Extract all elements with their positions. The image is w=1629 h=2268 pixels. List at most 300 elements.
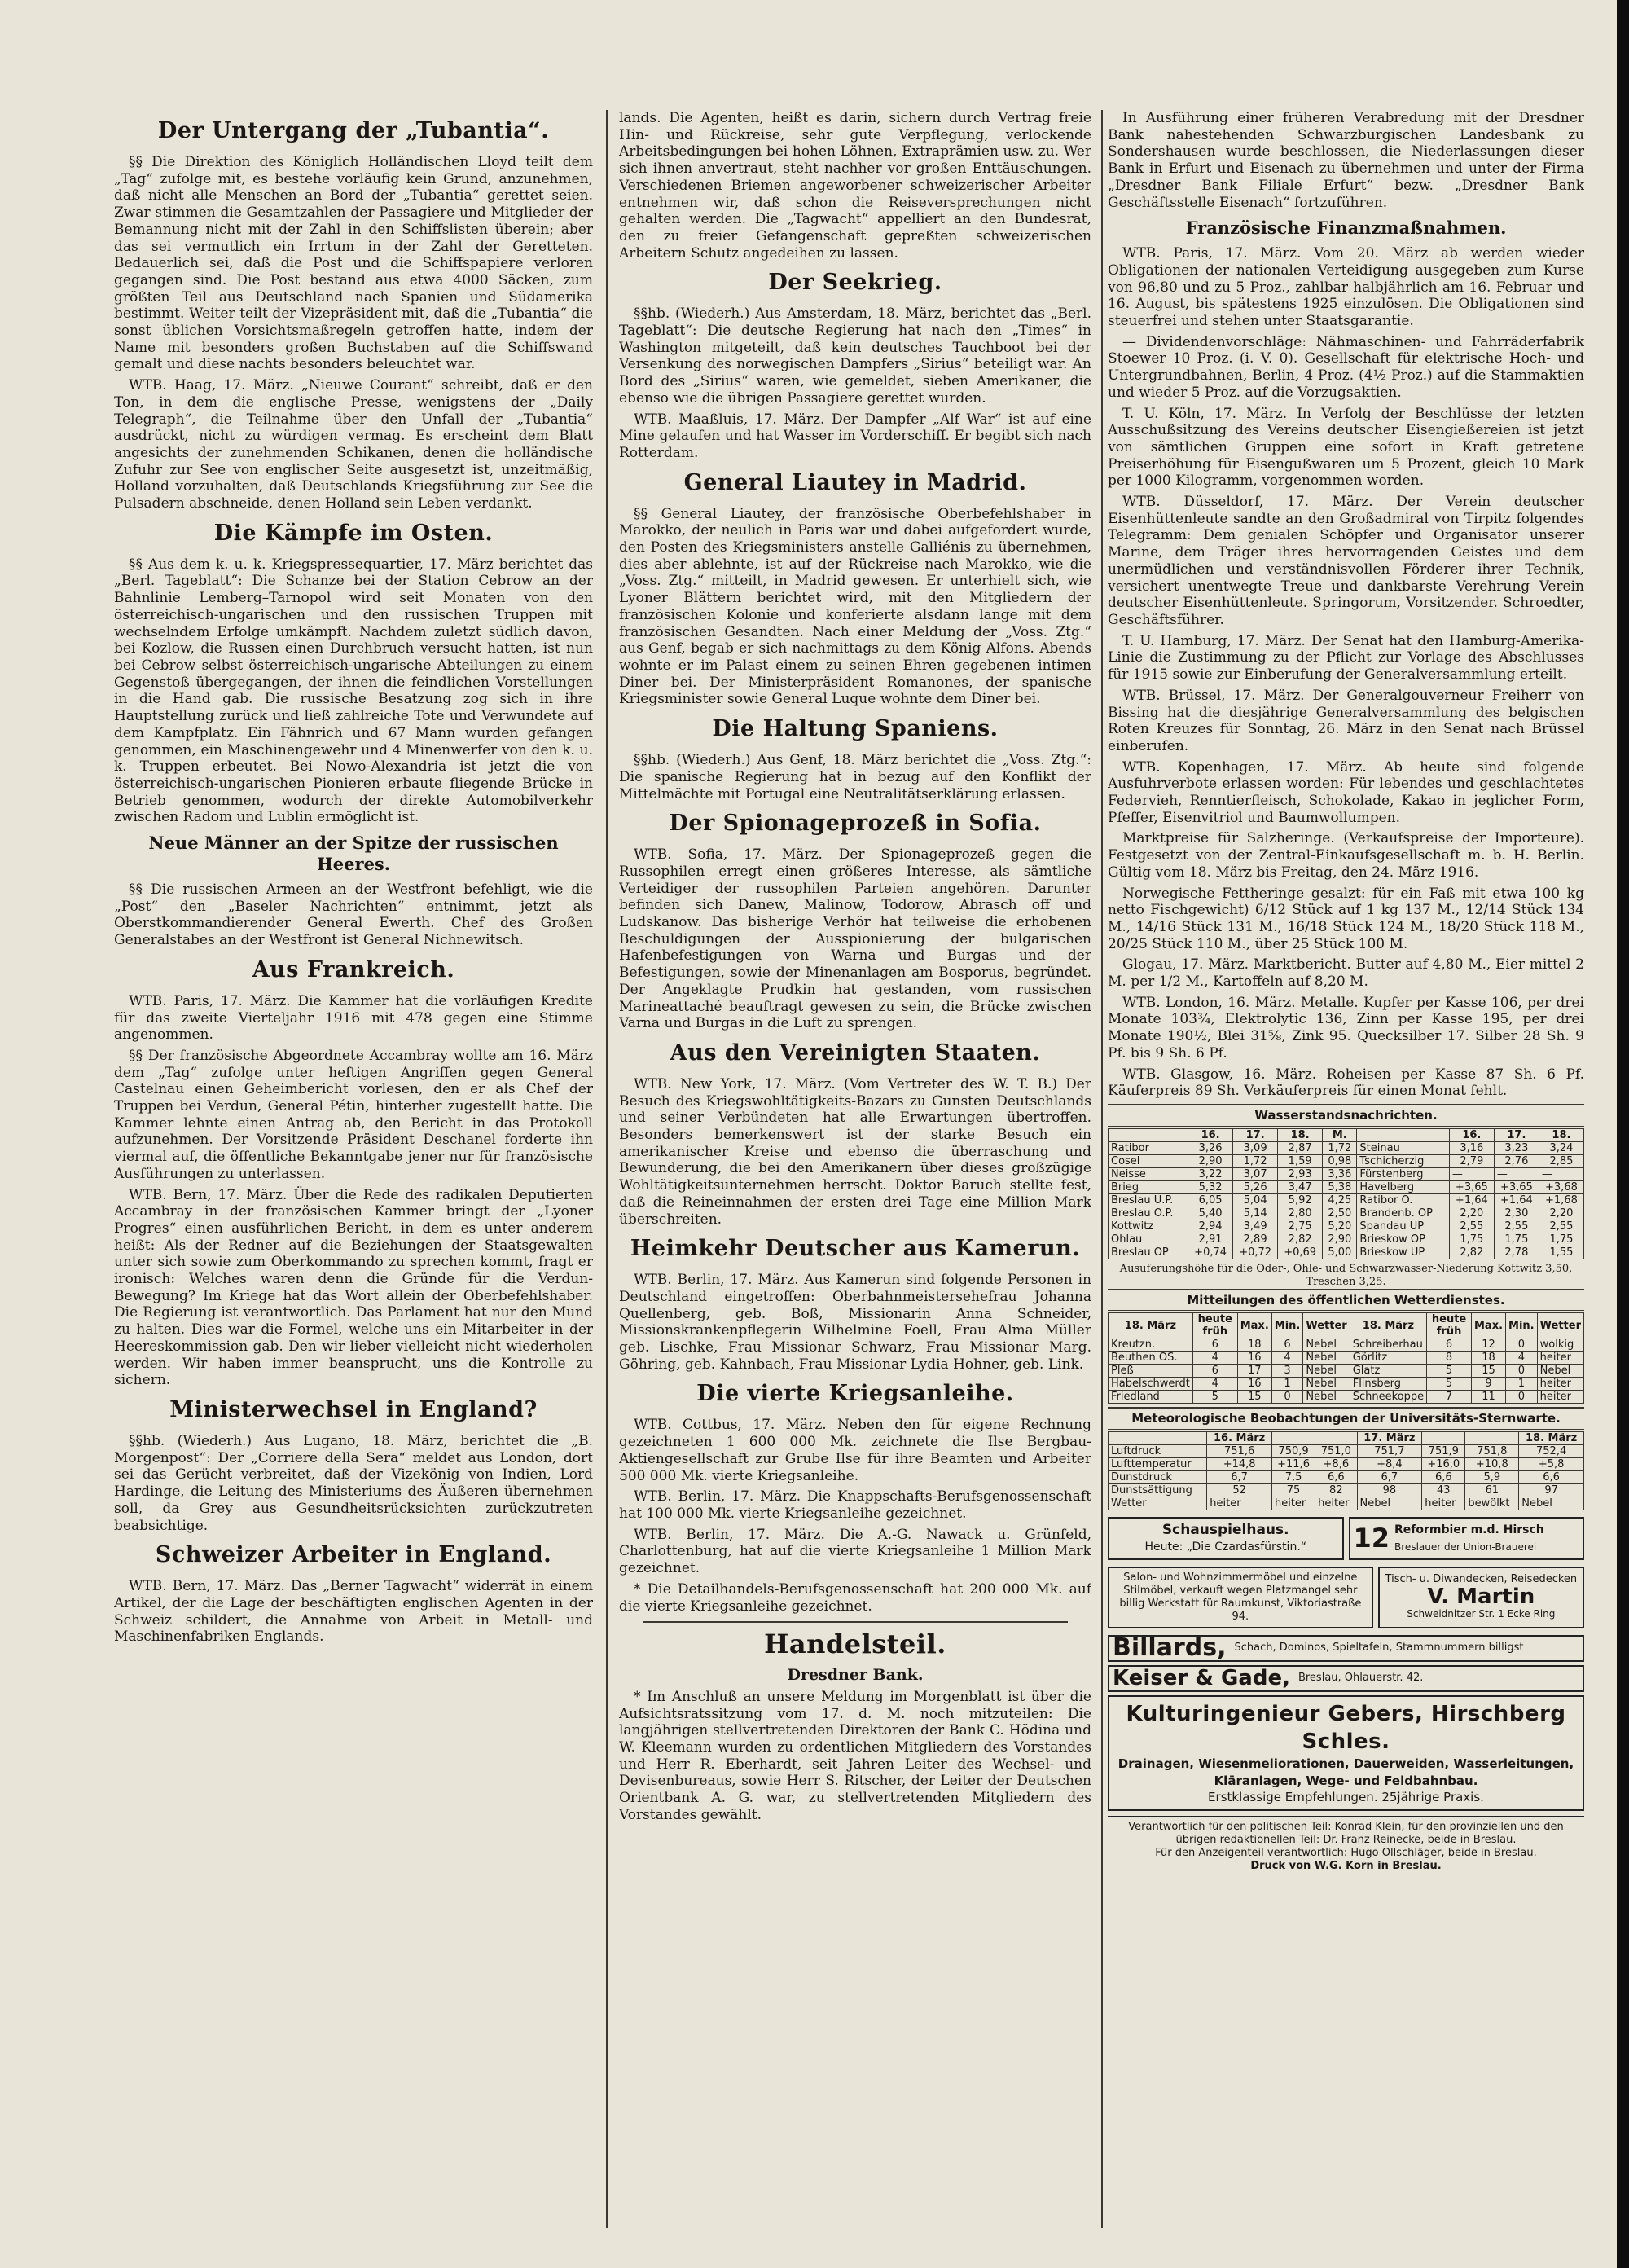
table-cell: Dunstsättigung <box>1109 1484 1207 1497</box>
table-cell: 2,80 <box>1278 1207 1323 1220</box>
table-cell: 2,87 <box>1278 1141 1323 1154</box>
table-cell: 6,6 <box>1315 1471 1357 1484</box>
section-title: Handelsteil. <box>764 1628 946 1660</box>
table-cell: +3,68 <box>1539 1180 1583 1193</box>
table-row <box>1109 1497 1584 1510</box>
article-paragraph: WTB. Paris, 17. März. Vom 20. März ab werden wieder Obligationen der nationalen Verteidigung ausgegeben zum Kurse von 96,80 und zu 5 Proz., zahlbar halbjährlich am 16. Februar und 16. August, bis spätestens 1925 einzulösen. Die Obligationen sind steuerfrei und stehen unter Staatsgarantie. <box>1108 245 1584 330</box>
article-paragraph: WTB. New York, 17. März. (Vom Vertreter des W. T. B.) Der Besuch des Kriegswohltätigkeits-Bazars zu Gunsten Deutschlands und seiner Verbündeten hat alle Erwartungen übertroffen. Besonders bemerkenswert ist der starke Besuch ein amerikanischer Kreise und ebenso die überraschung und Bewunderung, die bei den Amerikanern über dieses großzügige Wohltätigkeitsunternehmen herrscht. Doktor Baruch stellte fest, daß die Reineinnahmen der ersten drei Tage eine Million Mark überschreiten. <box>619 1075 1091 1228</box>
table-cell: Nebel <box>1303 1352 1350 1365</box>
table-cell: 1,59 <box>1278 1154 1323 1167</box>
table-cell: 5,32 <box>1188 1180 1233 1193</box>
table-row <box>1109 1180 1584 1193</box>
table-cell: Breslau U.P. <box>1109 1193 1188 1207</box>
table-cell: 2,20 <box>1539 1207 1583 1220</box>
column-3 <box>1108 110 1584 2220</box>
table-cell: 751,7 <box>1357 1445 1422 1458</box>
article-paragraph: Glogau, 17. März. Marktbericht. Butter auf 4,80 M., Eier mittel 2 M. per 1/2 M., Kartoffeln auf 8,20 M. <box>1108 956 1584 991</box>
article-paragraph: WTB. Brüssel, 17. März. Der Generalgouverneur Freiherr von Bissing hat die diesjährige Generalversammlung des belgischen Roten Kreuzes für Sonntag, 26. März in den Senat nach Brüssel einberufen. <box>1108 687 1584 754</box>
table-cell: 5,38 <box>1323 1180 1357 1193</box>
table-cell: — <box>1539 1167 1583 1180</box>
table-row <box>1109 1445 1584 1458</box>
article-paragraph: WTB. London, 16. März. Metalle. Kupfer per Kasse 106, per drei Monate 103¾, Elektrolytic 136, Zinn per Kasse 195, per drei Monate 190½, Blei 31⅝, Zink 95. Quecksilber 17. Silber 28 Sh. 9 Pf. bis 9 Sh. 6 Pf. <box>1108 994 1584 1061</box>
table-cell: 2,94 <box>1188 1220 1233 1233</box>
table-header: 18. März <box>1350 1313 1426 1338</box>
table-cell: heiter <box>1537 1391 1583 1404</box>
article-title: General Liautey in Madrid. <box>683 469 1027 495</box>
table-header: Max. <box>1471 1313 1505 1338</box>
table-cell: 3,49 <box>1233 1220 1278 1233</box>
table-cell: 1 <box>1506 1378 1538 1391</box>
table-cell: Nebel <box>1537 1365 1583 1378</box>
table-header: 17. März <box>1357 1432 1422 1445</box>
table-header: 17. <box>1233 1128 1278 1141</box>
article-paragraph: * Die Detailhandels-Berufsgenossenschaft hat 200 000 Mk. auf die vierte Kriegsanleihe gezeichnet. <box>619 1580 1091 1615</box>
table-cell: 3 <box>1271 1365 1303 1378</box>
table-header <box>1315 1432 1357 1445</box>
article-paragraph: §§ General Liautey, der französische Oberbefehlshaber in Marokko, der neulich in Paris war und dabei aufgefordert wurde, den Posten des Kriegsministers anstelle Galliénis zu übernehmen, dies aber ablehnte, ist auf der Rückreise nach Marokko, wie die „Voss. Ztg.“ mitteilt, in Madrid gewesen. Er unterhielt sich, wie Lyoner Blättern berichtet wird, mit den Mitgliedern der französischen Kolonie und konferierte alsdann lange mit dem französischen Gesandten. Nach einer Meldung der „Voss. Ztg.“ aus Genf, begab er sich nachmittags zu dem König Alfons. Abends wohnte er im Palast einem zu seinen Ehren gegebenen intimen Diner bei. Der Ministerpräsident Romanones, der spanische Kriegsminister sowie General Luque wohnte dem Diner bei. <box>619 505 1091 708</box>
table-cell: +0,72 <box>1233 1246 1278 1259</box>
article-paragraph: Marktpreise für Salzheringe. (Verkaufspreise der Importeure). Festgesetzt von der Zentral-Einkaufsgesellschaft m. b. H. Berlin. Gültig vom 18. März bis Freitag, den 24. März 1916. <box>1108 830 1584 881</box>
table-cell: +1,64 <box>1494 1193 1539 1207</box>
table-cell: Dunstdruck <box>1109 1471 1207 1484</box>
table-cell: 97 <box>1519 1484 1584 1497</box>
table-row <box>1109 1246 1584 1259</box>
keiser-ad <box>1108 1665 1584 1692</box>
table-cell: Kreutzn. <box>1109 1338 1193 1352</box>
table-cell: 2,55 <box>1494 1220 1539 1233</box>
article-title: Der Spionageprozeß in Sofia. <box>669 811 1042 837</box>
theater-line: Heute: „Die Czardasfürstin.“ <box>1144 1540 1307 1554</box>
table-cell: Nebel <box>1303 1338 1350 1352</box>
table-cell: — <box>1449 1167 1494 1180</box>
table-header: heute früh <box>1192 1313 1237 1338</box>
beer-title: Reformbier m.d. Hirsch <box>1394 1523 1544 1537</box>
table-cell: 6,6 <box>1422 1471 1465 1484</box>
scan-edge <box>1617 0 1629 2268</box>
table-row <box>1109 1352 1584 1365</box>
table-cell: Brieskow OP <box>1357 1233 1449 1246</box>
table-cell: 750,9 <box>1271 1445 1315 1458</box>
table-cell: 5,14 <box>1233 1207 1278 1220</box>
table-cell: 18 <box>1237 1338 1271 1352</box>
article-paragraph: WTB. Bern, 17. März. Das „Berner Tagwacht“ widerrät in einem Artikel, der die Lage der beschäftigten englischen Agenten in der Schweiz schildert, die Annahme von Arbeit in Metall- und Maschinenfabriken Englands. <box>114 1578 593 1646</box>
table-cell: +8,4 <box>1357 1458 1422 1471</box>
table-header <box>1109 1128 1188 1141</box>
table-cell: 0 <box>1271 1391 1303 1404</box>
table-cell: 751,8 <box>1465 1445 1519 1458</box>
table-cell: +0,74 <box>1188 1246 1233 1259</box>
furniture-ad: Salon- und Wohnzimmermöbel und einzelne Stilmöbel, verkauft wegen Platzmangel sehr billig Werkstatt für Raumkunst, Viktoriastraße 94. <box>1108 1567 1373 1628</box>
article-paragraph: WTB. Kopenhagen, 17. März. Ab heute sind folgende Ausfuhrverbote erlassen worden: Für lebendes und geschlachtetes Federvieh, Renntierfleisch, Schokolade, Kakao in jeglicher Form, Pfeffer, Eisenvitriol und Baumwollumpen. <box>1108 758 1584 826</box>
imprint <box>1108 1816 1584 1873</box>
table-cell: 2,90 <box>1188 1154 1233 1167</box>
article-title: Ministerwechsel in England? <box>169 1397 538 1422</box>
table-cell: 15 <box>1237 1391 1271 1404</box>
table-cell: 2,79 <box>1449 1154 1494 1167</box>
table-cell: 12 <box>1471 1338 1505 1352</box>
table-cell: Brieg <box>1109 1180 1188 1193</box>
article-title: Die Haltung Spaniens. <box>712 716 999 742</box>
table-header: Min. <box>1271 1313 1303 1338</box>
table-row <box>1109 1154 1584 1167</box>
article-paragraph: WTB. Bern, 17. März. Über die Rede des radikalen Deputierten Accambray in der französischen Kammer bringt der „Lyoner Progres“ einen ausführlichen Bericht, in dem es unter anderem heißt: Als der Redner auf die Beziehungen der Staatsgewalten unter sich sowie zum Oberkommando zu sprechen kommt, fragt er ironisch: Welches waren denn die Gründe für die Verdun-Bewegung? Im Kriege hat das Wort allein der Oberbefehlshaber. Die Regierung ist verantwortlich. Das Parlament hat nur den Mund zu halten. Dies war die Formel, welche uns ein Mitarbeiter in der Heereskommission gab. Den wir lieber vielleicht nicht wiederholen werden. Wir haben immer beansprucht, uns die Kontrolle zu sichern. <box>114 1186 593 1389</box>
article-paragraph: lands. Die Agenten, heißt es darin, sichern durch Vertrag freie Hin- und Rückreise, sehr gute Verpflegung, verlockende Arbeitsbedingungen bei hohen Löhnen, Extraprämien usw. zu. Wer sich ihnen anvertraut, steht nachher vor großen Enttäuschungen. Verschiedenen Briemen angeworbener schweizerischer Arbeiter entnehmen wir, daß schon die Reiseversprechungen nicht gehalten werden. Die „Tagwacht“ appelliert an den Bundesrat, den zu freier Gefangenschaft gepreßten schweizerischen Arbeitern Schutz angedeihen zu lassen. <box>619 110 1091 262</box>
table-cell: 5,9 <box>1465 1471 1519 1484</box>
kultur-ad <box>1108 1695 1584 1811</box>
table-header: 18. März <box>1109 1313 1193 1338</box>
table-cell: Schneekoppe <box>1350 1391 1426 1404</box>
table-cell: Wetter <box>1109 1497 1207 1510</box>
table-cell: 2,78 <box>1494 1246 1539 1259</box>
table-cell: Brandenb. OP <box>1357 1207 1449 1220</box>
article-paragraph: WTB. Haag, 17. März. „Nieuwe Courant“ schreibt, daß er den Ton, in dem die englische Presse, wenigstens der „Daily Telegraph“, die Teilnahme über den Unfall der „Tubantia“ ausdrückt, nicht zu würdigen vermag. Es erscheint dem Blatt angesichts der zunehmenden Schikanen, denen die holländische Zufuhr zur See von englischer Seite ausgesetzt ist, unzeitmäßig, Holland vorzuhalten, daß Deutschlands Kriegsführung zur See die Pulsadern abschneide, denen Holland sein Leben verdankt. <box>114 377 593 512</box>
imprint-line: Für den Anzeigenteil verantwortlich: Hugo Ollschläger, beide in Breslau. <box>1155 1847 1537 1859</box>
table-cell: 2,90 <box>1323 1233 1357 1246</box>
table-cell: Ratibor O. <box>1357 1193 1449 1207</box>
kultur-sub: Drainagen, Wiesenmeliorationen, Dauerweiden, Wasserleitungen, Kläranlagen, Wege- und Feldbahnbau. <box>1117 1756 1574 1788</box>
article-title: Die vierte Kriegsanleihe. <box>696 1381 1014 1407</box>
water-levels-table <box>1108 1128 1584 1259</box>
article-title: Heimkehr Deutscher aus Kamerun. <box>630 1236 1081 1262</box>
article-paragraph: WTB. Berlin, 17. März. Aus Kamerun sind folgende Personen in Deutschland eingetroffen: Oberbahnmeistersehefrau Johanna Quellenberg, geb. Boß, Missionarin Anna Schneider, Missionskrankenpflegerin Wilhelmine Foell, Frau Alma Müller geb. Lischke, Frau Missionar Schwarz, Frau Missionar Marg. Göhring, geb. Kahnbach, Frau Missionar Lydia Hohner, geb. Link. <box>619 1272 1091 1373</box>
water-levels-caption: Ausuferungshöhe für die Oder-, Ohle- und Schwarzwasser-Niederung Kottwitz 3,50, Treschen 3,25. <box>1119 1262 1573 1288</box>
table-cell: 2,82 <box>1449 1246 1494 1259</box>
table-cell: 7 <box>1427 1391 1472 1404</box>
table-header: M. <box>1323 1128 1357 1141</box>
column-2 <box>619 110 1091 2220</box>
table-cell: 1,55 <box>1539 1246 1583 1259</box>
table-cell: — <box>1494 1167 1539 1180</box>
martin-name: V. Martin <box>1427 1585 1535 1610</box>
article-paragraph: §§ Die Direktion des Königlich Holländischen Lloyd teilt dem „Tag“ zufolge mit, es bestehe vorläufig kein Grund, anzunehmen, daß nicht alle Menschen an Bord der „Tubantia“ gerettet seien. Zwar stimmen die Gesamtzahlen der Passagiere und Mitglieder der Bemannung nicht mit der Zahl in den Schiffslisten überein; aber das sei vermutlich ein Irrtum in der Zahl der Geretteten. Bedauerlich sei, daß die Post und die Schiffspapiere verloren gegangen sind. Die Post bestand aus etwa 4000 Säcken, zum größten Teil aus Deutschland nach Spanien und Südamerika bestimmt. Weiter teilt der Vizepräsident mit, daß die „Tubantia“ die sonst üblichen Vorsichtsmaßregeln getroffen hatte, indem der Name mit besonders großen Buchstaben auf die Schiffswand gemalt und diese nachts besonders beleuchtet war. <box>114 154 593 373</box>
table-row <box>1109 1484 1584 1497</box>
table-cell: Nebel <box>1303 1365 1350 1378</box>
table-cell: 9 <box>1471 1378 1505 1391</box>
table-cell: 3,16 <box>1449 1141 1494 1154</box>
table-cell: bewölkt <box>1465 1497 1519 1510</box>
table-cell: Kottwitz <box>1109 1220 1188 1233</box>
table-cell: Spandau UP <box>1357 1220 1449 1233</box>
table-cell: 4 <box>1192 1378 1237 1391</box>
table-cell: heiter <box>1271 1497 1315 1510</box>
beer-number: 12 <box>1353 1523 1390 1554</box>
table-cell: Nebel <box>1303 1378 1350 1391</box>
table-row <box>1109 1193 1584 1207</box>
table-cell: 2,75 <box>1278 1220 1323 1233</box>
table-header: 16. <box>1188 1128 1233 1141</box>
imprint-line: Verantwortlich für den politischen Teil: Konrad Klein, für den provinziellen und den übrigen redaktionellen Teil: Dr. Franz Reinecke, beide in Breslau. <box>1128 1821 1564 1846</box>
theater-title: Schauspielhaus. <box>1161 1522 1289 1539</box>
table-cell: 82 <box>1315 1484 1357 1497</box>
table-cell: Havelberg <box>1357 1180 1449 1193</box>
table-cell: wolkig <box>1537 1338 1583 1352</box>
table-cell: 0,98 <box>1323 1154 1357 1167</box>
table-cell: 4 <box>1192 1352 1237 1365</box>
table-cell: Nebel <box>1303 1391 1350 1404</box>
table-cell: 0 <box>1506 1391 1538 1404</box>
table-cell: +3,65 <box>1494 1180 1539 1193</box>
table-cell: 4,25 <box>1323 1193 1357 1207</box>
table-cell: 15 <box>1471 1365 1505 1378</box>
table-cell: 3,26 <box>1188 1141 1233 1154</box>
table-cell: 3,22 <box>1188 1167 1233 1180</box>
table-cell: Nebel <box>1357 1497 1422 1510</box>
table-cell: +5,8 <box>1519 1458 1584 1471</box>
table-header: Wetter <box>1303 1313 1350 1338</box>
table-cell: 11 <box>1471 1391 1505 1404</box>
table-row <box>1109 1471 1584 1484</box>
table-cell: 2,76 <box>1494 1154 1539 1167</box>
article-title: Aus den Vereinigten Staaten. <box>670 1040 1041 1066</box>
table-row <box>1109 1141 1584 1154</box>
column-rule <box>1101 110 1103 2228</box>
table-header: Max. <box>1237 1313 1271 1338</box>
table-cell: 6 <box>1427 1338 1472 1352</box>
martin-covers: Tisch- u. Diwandecken, Reisedecken <box>1385 1573 1578 1586</box>
table-cell: +10,8 <box>1465 1458 1519 1471</box>
table-cell: 751,6 <box>1207 1445 1272 1458</box>
article-paragraph: WTB. Cottbus, 17. März. Neben den für eigene Rechnung gezeichneten 1 600 000 Mk. zeichnete die Ilse Bergbau-Aktiengesellschaft zur Grube Ilse für ihre Beamten und Arbeiter 500 000 Mk. vierte Kriegsanleihe. <box>619 1417 1091 1484</box>
article-title: Der Seekrieg. <box>768 270 942 296</box>
table-cell: 5,00 <box>1323 1246 1357 1259</box>
table-header <box>1465 1432 1519 1445</box>
table-cell: 6,7 <box>1357 1471 1422 1484</box>
billards-ad <box>1108 1635 1584 1662</box>
article-paragraph: WTB. Maaßluis, 17. März. Der Dampfer „Alf War“ ist auf eine Mine gelaufen und hat Wasser im Vorderschiff. Er begibt sich nach Rotterdam. <box>619 411 1091 461</box>
table-cell: 43 <box>1422 1484 1465 1497</box>
table-cell: 18 <box>1471 1352 1505 1365</box>
table-cell: heiter <box>1537 1378 1583 1391</box>
article-paragraph: §§hb. (Wiederh.) Aus Lugano, 18. März, berichtet die „B. Morgenpost“: Der „Corriere della Sera“ meldet aus London, dort sei das Gerücht verbreitet, daß der Vizekönig von Indien, Lord Hardinge, die Leitung des Ministeriums des Äußeren übernehmen soll, da Grey aus Gesundheitsrücksichten zurückzutreten beabsichtige. <box>114 1433 593 1534</box>
column-1 <box>114 110 593 2220</box>
table-cell: Pleß <box>1109 1365 1193 1378</box>
table-cell: 0 <box>1506 1365 1538 1378</box>
article-title: Französische Finanzmaßnahmen. <box>1185 218 1507 239</box>
table-cell: Flinsberg <box>1350 1378 1426 1391</box>
table-cell: 2,55 <box>1539 1220 1583 1233</box>
table-cell: 1 <box>1271 1378 1303 1391</box>
table-cell: Beuthen OS. <box>1109 1352 1193 1365</box>
table-cell: 1,72 <box>1323 1141 1357 1154</box>
table-cell: 1,75 <box>1449 1233 1494 1246</box>
table-cell: 6 <box>1192 1365 1237 1378</box>
table-cell: 5 <box>1192 1391 1237 1404</box>
article-title: Schweizer Arbeiter in England. <box>155 1542 552 1568</box>
table-cell: 3,23 <box>1494 1141 1539 1154</box>
table-cell: 6 <box>1271 1338 1303 1352</box>
table-cell: 3,09 <box>1233 1141 1278 1154</box>
table-cell: 3,07 <box>1233 1167 1278 1180</box>
table-cell: Görlitz <box>1350 1352 1426 1365</box>
article-paragraph: — Dividendenvorschläge: Nähmaschinen- und Fahrräderfabrik Stoewer 10 Proz. (i. V. 0). Gesellschaft für elektrische Hoch- und Untergrundbahnen, Berlin, 4 Proz. (4½ Proz.) auf die Stammaktien und wieder 5 Proz. auf die Vorzugsaktien. <box>1108 333 1584 401</box>
article-paragraph: * Im Anschluß an unsere Meldung im Morgenblatt ist über die Aufsichtsratssitzung vom 17. d. M. noch mitzuteilen: Die langjährigen stellvertretenden Direktoren der Bank C. Hödina und W. Kleemann wurden zu ordentlichen Mitgliedern des Vorstandes und Herr R. Eberhardt, seit Jahren Leiter des Wechsel- und Devisenbureaus, sowie Herr S. Ritscher, der Leiter der Deutschen Orientbank A. G. war, zu stellvertretenden Mitgliedern des Vorstandes gewählt. <box>619 1688 1091 1823</box>
table-cell: 3,47 <box>1278 1180 1323 1193</box>
table-row <box>1109 1207 1584 1220</box>
table-cell: 751,9 <box>1422 1445 1465 1458</box>
table-header <box>1109 1432 1207 1445</box>
table-row <box>1109 1167 1584 1180</box>
table-cell: 3,24 <box>1539 1141 1583 1154</box>
table-cell: 2,93 <box>1278 1167 1323 1180</box>
table-row <box>1109 1233 1584 1246</box>
table-cell: 17 <box>1237 1365 1271 1378</box>
table-cell: 752,4 <box>1519 1445 1584 1458</box>
table-header <box>1271 1432 1315 1445</box>
table-header: 17. <box>1494 1128 1539 1141</box>
table-cell: Brieskow UP <box>1357 1246 1449 1259</box>
table-cell: 8 <box>1427 1352 1472 1365</box>
weather-title: Mitteilungen des öffentlichen Wetterdienstes. <box>1108 1289 1584 1312</box>
article-title: Die Kämpfe im Osten. <box>213 520 494 546</box>
column-rule <box>606 110 608 2228</box>
table-cell: 6,7 <box>1207 1471 1272 1484</box>
table-row <box>1109 1220 1584 1233</box>
theater-ad <box>1108 1517 1344 1560</box>
table-cell: Breslau O.P. <box>1109 1207 1188 1220</box>
article-paragraph: §§ Die russischen Armeen an der Westfront befehligt, wie die „Post“ den „Baseler Nachrichten“ entnimmt, jetzt als Oberstkommandierender General Ewerth. Chef des Großen Generalstabes an der Westfront ist General Nichnewitsch. <box>114 881 593 949</box>
table-cell: 2,91 <box>1188 1233 1233 1246</box>
table-cell: 2,30 <box>1494 1207 1539 1220</box>
table-cell: +3,65 <box>1449 1180 1494 1193</box>
table-cell: +1,64 <box>1449 1193 1494 1207</box>
article-paragraph: WTB. Berlin, 17. März. Die A.-G. Nawack u. Grünfeld, Charlottenburg, hat auf die vierte Kriegsanleihe 1 Million Mark gezeichnet. <box>619 1526 1091 1577</box>
table-cell: 1,75 <box>1494 1233 1539 1246</box>
martin-ad <box>1378 1567 1584 1628</box>
table-cell: 5,20 <box>1323 1220 1357 1233</box>
table-header: 16. <box>1449 1128 1494 1141</box>
table-cell: 5,26 <box>1233 1180 1278 1193</box>
table-header: 18. <box>1278 1128 1323 1141</box>
table-header <box>1357 1128 1449 1141</box>
observatory-table <box>1108 1431 1584 1510</box>
divider <box>643 1621 1068 1623</box>
table-header <box>1422 1432 1465 1445</box>
table-cell: 0 <box>1506 1338 1538 1352</box>
table-cell: Breslau OP <box>1109 1246 1188 1259</box>
article-paragraph: Norwegische Fettheringe gesalzt: für ein Faß mit etwa 100 kg netto Fischgewicht) 6/12 Stück auf 1 kg 137 M., 12/14 Stück 134 M., 14/16 Stück 131 M., 16/18 Stück 124 M., 18/20 Stück 118 M., 20/25 Stück 110 M., über 25 Stück 100 M. <box>1108 885 1584 952</box>
table-cell: 751,0 <box>1315 1445 1357 1458</box>
table-cell: 98 <box>1357 1484 1422 1497</box>
table-cell: +11,6 <box>1271 1458 1315 1471</box>
table-cell: +8,6 <box>1315 1458 1357 1471</box>
billards-sub: Schach, Dominos, Spieltafeln, Stammnummern billigst <box>1234 1642 1524 1655</box>
table-cell: Luftdruck <box>1109 1445 1207 1458</box>
table-cell: 6,6 <box>1519 1471 1584 1484</box>
table-cell: 7,5 <box>1271 1471 1315 1484</box>
table-cell: 2,50 <box>1323 1207 1357 1220</box>
article-title: Aus Frankreich. <box>252 956 455 982</box>
table-header: 18. <box>1539 1128 1583 1141</box>
table-row <box>1109 1378 1584 1391</box>
table-cell: 61 <box>1465 1484 1519 1497</box>
keiser-title: Keiser & Gade, <box>1113 1666 1290 1691</box>
kultur-title: Kulturingenieur Gebers, Hirschberg Schles. <box>1126 1701 1566 1754</box>
article-paragraph: WTB. Glasgow, 16. März. Roheisen per Kasse 87 Sh. 6 Pf. Käuferpreis 89 Sh. Verkäuferpreis für einen Monat fehlt. <box>1108 1066 1584 1100</box>
table-cell: Habelschwerdt <box>1109 1378 1193 1391</box>
article-paragraph: §§hb. (Wiederh.) Aus Genf, 18. März berichtet die „Voss. Ztg.“: Die spanische Regierung hat in bezug auf den Konflikt der Mittelmächte mit Portugal eine Neutralitätserklärung erlassen. <box>619 752 1091 802</box>
table-row <box>1109 1338 1584 1352</box>
table-header: heute früh <box>1427 1313 1472 1338</box>
billards-title: Billards, <box>1113 1633 1227 1663</box>
table-cell: 1,75 <box>1539 1233 1583 1246</box>
table-cell: +0,69 <box>1278 1246 1323 1259</box>
table-cell: Nebel <box>1519 1497 1584 1510</box>
article-paragraph: §§ Der französische Abgeordnete Accambray wollte am 16. März dem „Tag“ zufolge unter heftigen Angriffen gegen General Castelnau einen Geheimbericht vorlesen, den er als Chef der Truppen bei Verdun, General Pétin, hinterher zugestellt hatte. Die Kammer lehnte einen Antrag ab, den Bericht in das Protokoll aufzunehmen. Der Vorsitzende Präsident Deschanel forderte ihn viermal auf, die öffentliche Bekanntgabe jener nur für französische Ausführungen zu unterlassen. <box>114 1047 593 1182</box>
table-cell: 2,89 <box>1233 1233 1278 1246</box>
table-cell: Fürstenberg <box>1357 1167 1449 1180</box>
table-cell: 6 <box>1192 1338 1237 1352</box>
table-cell: 6,05 <box>1188 1193 1233 1207</box>
martin-address: Schweidnitzer Str. 1 Ecke Ring <box>1407 1607 1556 1620</box>
table-cell: 1,72 <box>1233 1154 1278 1167</box>
table-cell: 4 <box>1506 1352 1538 1365</box>
table-cell: 5,92 <box>1278 1193 1323 1207</box>
table-cell: 5 <box>1427 1365 1472 1378</box>
table-cell: Cosel <box>1109 1154 1188 1167</box>
imprint-line: Druck von W.G. Korn in Breslau. <box>1250 1860 1442 1872</box>
table-cell: +16,0 <box>1422 1458 1465 1471</box>
observatory-title: Meteorologische Beobachtungen der Universitäts-Sternwarte. <box>1108 1407 1584 1430</box>
table-cell: 5 <box>1427 1378 1472 1391</box>
table-cell: +1,68 <box>1539 1193 1583 1207</box>
table-header: 18. März <box>1519 1432 1584 1445</box>
table-cell: Ohlau <box>1109 1233 1188 1246</box>
table-cell: heiter <box>1422 1497 1465 1510</box>
table-cell: 5,40 <box>1188 1207 1233 1220</box>
table-cell: 2,85 <box>1539 1154 1583 1167</box>
table-cell: 16 <box>1237 1352 1271 1365</box>
table-cell: Friedland <box>1109 1391 1193 1404</box>
table-cell: 16 <box>1237 1378 1271 1391</box>
table-cell: Schreiberhau <box>1350 1338 1426 1352</box>
table-cell: 4 <box>1271 1352 1303 1365</box>
article-title: Der Untergang der „Tubantia“. <box>157 118 550 143</box>
table-header: Min. <box>1506 1313 1538 1338</box>
table-header: 16. März <box>1207 1432 1272 1445</box>
table-cell: Ratibor <box>1109 1141 1188 1154</box>
article-title: Neue Männer an der Spitze der russischen Heeres. <box>148 833 559 875</box>
article-paragraph: WTB. Sofia, 17. März. Der Spionageprozeß gegen die Russophilen erregt einen größeres Interesse, als sämtliche Verteidiger der russophilen Parteien angehören. Darunter befinden sich Danew, Malinow, Todorow, Abrasch off und Ludskanow. Das bisherige Verhör hat teilweise die erhobenen Beschuldigungen der Ausspionierung der bulgarischen Hafenbefestigungen von Warna und Burgas und der Befestigungen, sowie der Minenanlagen am Bosporus, begründet. Der Angeklagte Prudkin hat gestanden, vom russischen Marineattaché beauftragt gewesen zu sein, die Brücke zwischen Varna und Burgas in die Luft zu sprengen. <box>619 846 1091 1032</box>
table-cell: 52 <box>1207 1484 1272 1497</box>
table-cell: 2,82 <box>1278 1233 1323 1246</box>
table-row <box>1109 1458 1584 1471</box>
table-cell: Tschicherzig <box>1357 1154 1449 1167</box>
kultur-ref: Erstklassige Empfehlungen. 25jährige Praxis. <box>1208 1790 1484 1805</box>
table-cell: 2,55 <box>1449 1220 1494 1233</box>
table-cell: heiter <box>1207 1497 1272 1510</box>
table-cell: 3,36 <box>1323 1167 1357 1180</box>
beer-sub: Breslauer der Union-Brauerei <box>1394 1541 1537 1553</box>
table-cell: 5,04 <box>1233 1193 1278 1207</box>
article-paragraph: T. U. Köln, 17. März. In Verfolg der Beschlüsse der letzten Ausschußsitzung des Vereins deutscher Eisengießereien ist jetzt von sämtlichen Gruppen eine sofort in Kraft getretene Preiserhöhung für Eisengußwaren um 5 Prozent, gleich 10 Mark per 1000 Kilogramm, vorgenommen worden. <box>1108 405 1584 490</box>
water-levels-title: Wasserstandsnachrichten. <box>1108 1104 1584 1127</box>
article-paragraph: WTB. Paris, 17. März. Die Kammer hat die vorläufigen Kredite für das zweite Vierteljahr 1916 mit 478 gegen eine Stimme angenommen. <box>114 992 593 1044</box>
table-cell: Lufttemperatur <box>1109 1458 1207 1471</box>
article-paragraph: WTB. Berlin, 17. März. Die Knappschafts-Berufsgenossenschaft hat 100 000 Mk. vierte Kriegsanleihe gezeichnet. <box>619 1488 1091 1522</box>
article-paragraph: §§ Aus dem k. u. k. Kriegspressequartier, 17. März berichtet das „Berl. Tageblatt“: Die Schanze bei der Station Cebrow an der Bahnlinie Lemberg–Tarnopol wird seit Monaten von den österreichisch-ungarischen und den russischen Truppen mit wechselndem Erfolge umkämpft. Nachdem zuletzt südlich davon, bei Kozlow, die Russen einen Durchbruch versucht hatten, ist nun bei Cebrow selbst österreichisch-ungarische Abteilungen zu einem Gegenstoß übergegangen, der ihnen die feindlichen Vorstellungen in die Hand gab. Die russische Besatzung zog sich in ihre Hauptstellung zurück und ließ zahlreiche Tote und Verwundete auf dem Kampfplatz. Ein Fähnrich und 67 Mann wurden gefangen genommen, ein Maschinengewehr und 4 Minenwerfer von den k. u. k. Truppen erbeutet. Bei Nowo-Alexandria ist jetzt die von österreichisch-ungarischen Pionieren erbaute fliegende Brücke in Betrieb genommen, wodurch der direkte Automobilverkehr zwischen Radom und Lublin ermöglicht ist. <box>114 556 593 826</box>
article-paragraph: WTB. Düsseldorf, 17. März. Der Verein deutscher Eisenhüttenleute sandte an den Großadmiral von Tirpitz folgendes Telegramm: Dem genialen Schöpfer und Organisator unserer Marine, dem Träger ihres hervorragenden Geistes und dem unermüdlichen und verständnisvollen Förderer ihrer Technik, versichert unentwegte Treue und dankbarste Verehrung Verein deutscher Eisenhüttenleute. Springorum, Vorsitzender. Schroedter, Geschäftsführer. <box>1108 494 1584 628</box>
table-header: Wetter <box>1537 1313 1583 1338</box>
table-cell: heiter <box>1315 1497 1357 1510</box>
keiser-address: Breslau, Ohlauerstr. 42. <box>1297 1672 1424 1685</box>
article-paragraph: §§hb. (Wiederh.) Aus Amsterdam, 18. März, berichtet das „Berl. Tageblatt“: Die deutsche Regierung hat nach den „Times“ in Washington mitgeteilt, daß kein deutsches Tauchboot bei der Versenkung des norwegischen Dampfers „Sirius“ beteiligt war. An Bord des „Sirius“ waren, wie gemeldet, sieben Amerikaner, die ebenso wie die übrigen Passagiere gerettet wurden. <box>619 305 1091 407</box>
table-cell: Steinau <box>1357 1141 1449 1154</box>
table-cell: heiter <box>1537 1352 1583 1365</box>
section-subtitle: Dresdner Bank. <box>787 1666 924 1685</box>
beer-ad <box>1349 1517 1585 1560</box>
table-cell: +14,8 <box>1207 1458 1272 1471</box>
table-cell: Neisse <box>1109 1167 1188 1180</box>
